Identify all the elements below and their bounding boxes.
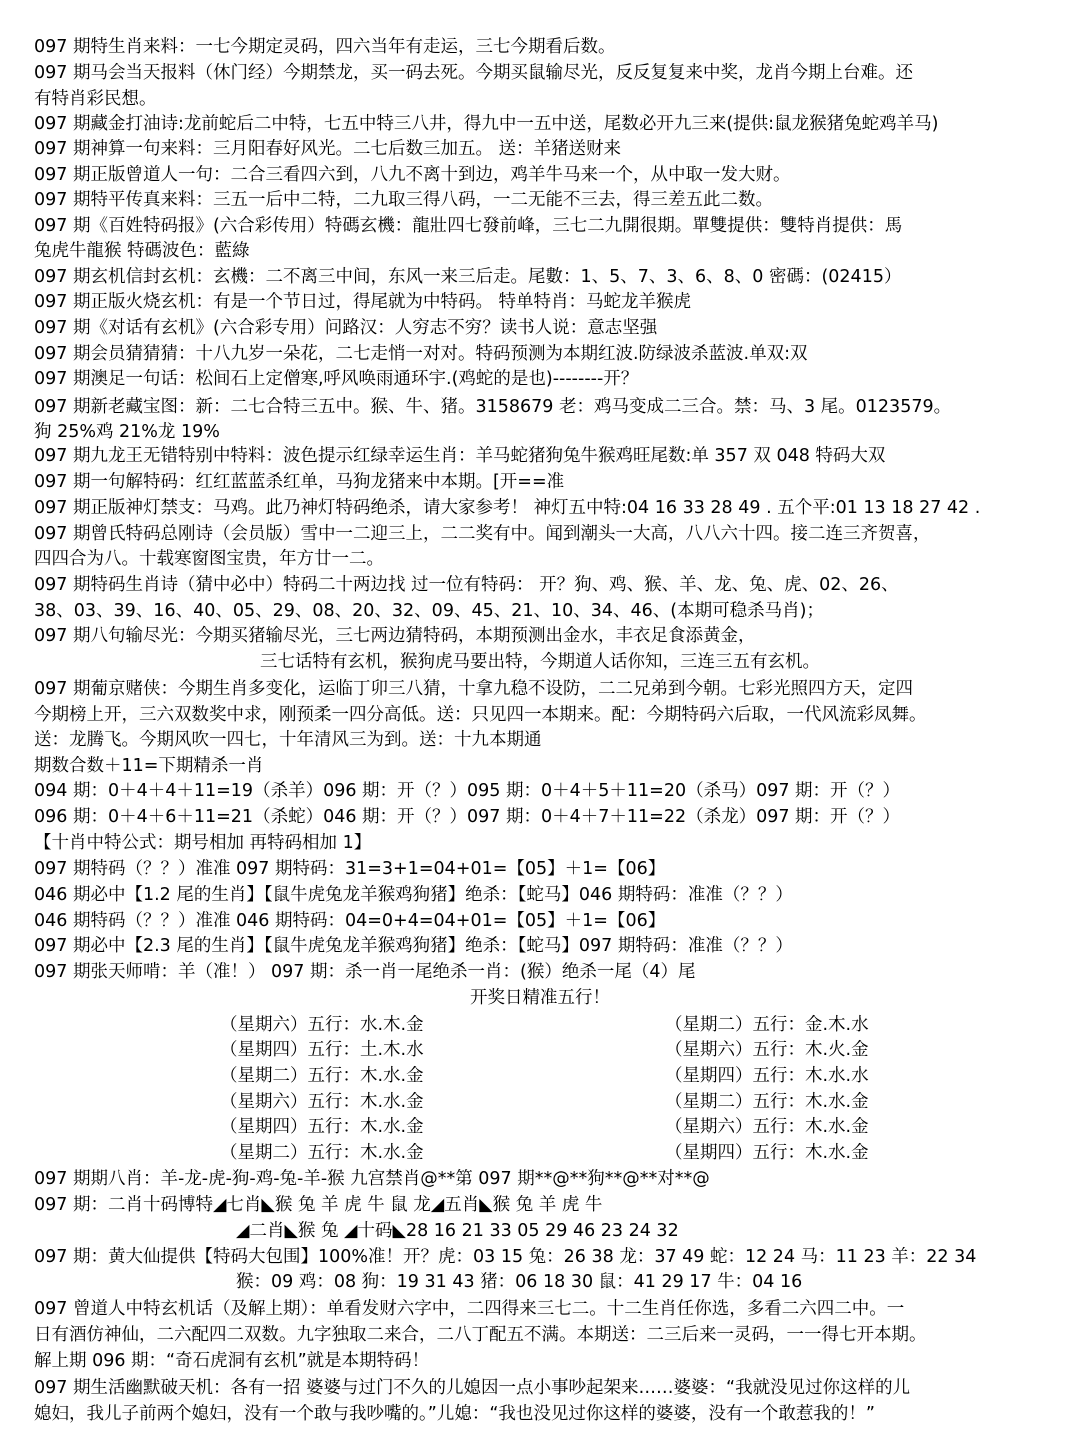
text-line: 097 期一句解特码：红红蓝蓝杀红单，马狗龙猪来中本期。[开==准 (34, 472, 565, 492)
text-line: 097 期《百姓特码报》(六合彩传用）特碼玄機：龍壯四七發前峰，三七二九開很期。單雙提供：雙特肖提供：馬 (34, 216, 903, 236)
text-line: 097 期特码生肖诗（猜中必中）特码二十两边找 过一位有特码： 开？狗、鸡、猴、羊、龙、兔、虎、02、26、 (34, 575, 899, 595)
text-line: 097 期藏金打油诗:龙前蛇后二中特，七五中特三八井，得九中一五中送，尾数必开九三来(提供:鼠龙猴猪兔蛇鸡羊马) (34, 114, 939, 134)
text-line: 097 期《对话有玄机》(六合彩专用）问路汉：人穷志不穷？读书人说：意志坚强 (34, 318, 658, 338)
text-line: 097 期正版神灯禁支：马鸡。此乃神灯特码绝杀，请大家参考！ 神灯五中特:04 16 33 28 49 . 五个平:01 13 18 27 42 . (34, 498, 981, 518)
text-line: 096 期：0＋4＋6＋11=21（杀蛇）046 期：开（？）097 期：0＋4＋7＋11=22（杀龙）097 期：开（？） (34, 807, 901, 827)
text-line: 097 期正版曾道人一句：二合三看四六到，八九不离十到边，鸡羊牛马来一个，从中取一发大财。 (34, 165, 791, 185)
text-line: 有特肖彩民想。 (34, 89, 157, 109)
text-line: 097 期葡京赌侠：今期生肖多变化，运临丁卯三八猜，十拿九稳不设防，二二兄弟到今朝。七彩光照四方天，定四 (34, 679, 913, 699)
text-line: 097 期必中【2.3 尾的生肖】【鼠牛虎兔龙羊猴鸡狗猪】绝杀：【蛇马】097 期特码：准准（？？） (34, 936, 793, 956)
text-line: 38、03、39、16、40、05、29、08、20、32、09、45、21、10、34、46、(本期可稳杀马肖)； (34, 601, 824, 621)
text-line: 097 期马会当天报料（休门经）今期禁龙，买一码去死。今期买鼠输尽光，反反复复来中奖，龙肖今期上台难。还 (34, 63, 913, 83)
text-line: 097 期神算一句来料：三月阳春好风光。二七后数三加五。 送：羊猪送财来 (34, 139, 622, 159)
text-line: 解上期 096 期：“奇石虎洞有玄机”就是本期特码！ (34, 1351, 430, 1371)
text-line: 097 期张天师啃：羊（准！） 097 期：杀一肖一尾绝杀一肖：(猴）绝杀一尾（4）尾 (34, 962, 696, 982)
text-line: 猴：09 鸡：08 狗：19 31 43 猪：06 18 30 鼠：41 29 17 牛：04 16 (236, 1272, 803, 1292)
text-line: 097 期生活幽默破天机：各有一招 婆婆与过门不久的儿媳因一点小事吵起架来……婆婆：“我就没见过你这样的儿 (34, 1378, 911, 1398)
text-line: 097 期会员猜猜猜：十八九岁一朵花，二七走悄一对对。特码预测为本期红波.防绿波杀蓝波.单双:双 (34, 344, 808, 364)
text-line: 046 期必中【1.2 尾的生肖】【鼠牛虎兔龙羊猴鸡狗猪】绝杀：【蛇马】046 期特码：准准（？？） (34, 885, 793, 905)
text-line: 094 期：0＋4＋4＋11=19（杀羊）096 期：开（？）095 期：0＋4＋5＋11=20（杀马）097 期：开（？） (34, 781, 901, 801)
text-line: 097 期特平传真来料：三五一后中二特，二九取三得八码，一二无能不三去，得三差五此二数。 (34, 190, 773, 210)
text-line: 狗 25%鸡 21%龙 19% (34, 422, 220, 442)
wuxing-left-row: （星期四）五行：土.木.水 (220, 1040, 424, 1060)
text-line: 媳妇，我儿子前两个媳妇，没有一个敢与我吵嘴的。”儿媳：“我也没见过你这样的婆婆，没有一个敢惹我的！” (34, 1404, 875, 1424)
text-line: 四四合为八。十载寒窗图宝贵，年方廿一二。 (34, 549, 384, 569)
wuxing-left-row: （星期二）五行：木.水.金 (220, 1143, 424, 1163)
text-line: 097 期曾氏特码总刚诗（会员版）雪中一二迎三上，二二奖有中。闻到潮头一大高，八八六十四。接二连三齐贺喜， (34, 524, 931, 544)
text-line: 097 期玄机信封玄机：玄機：二不离三中间，东风一来三后走。尾數：1、5、7、3、6、8、0 密碼：(02415） (34, 267, 902, 287)
text-line: 097 期：二肖十码博特◢七肖◣猴 兔 羊 虎 牛 鼠 龙◢五肖◣猴 兔 羊 虎 牛 (34, 1195, 603, 1215)
wuxing-right-row: （星期四）五行：木.水.水 (665, 1066, 869, 1086)
text-line: 097 期正版火烧玄机：有是一个节日过，得尾就为中特码。 特单特肖：马蛇龙羊猴虎 (34, 292, 692, 312)
wuxing-right-row: （星期六）五行：木.水.金 (665, 1117, 869, 1137)
wuxing-left-row: （星期四）五行：木.水.金 (220, 1117, 424, 1137)
wuxing-left-row: （星期六）五行：木.水.金 (220, 1092, 424, 1112)
text-line: 三七话特有玄机，猴狗虎马要出特，今期道人话你知，三连三五有玄机。 (260, 652, 820, 672)
text-line: 097 期九龙王无错特别中特料：波色提示红绿幸运生肖：羊马蛇猪狗兔牛猴鸡旺尾数:单 357 双 048 特码大双 (34, 446, 886, 466)
wuxing-right-row: （星期四）五行：木.水.金 (665, 1143, 869, 1163)
text-line: 【十肖中特公式：期号相加 再特码相加 1】 (34, 833, 372, 853)
text-line: 097 期澳足一句话：松间石上定僧寒,呼风唤雨通环宇.(鸡蛇的是也)--------开？ (34, 369, 639, 389)
text-line: ◢二肖◣猴 兔 ◢十码◣28 16 21 33 05 29 46 23 24 32 (236, 1221, 679, 1241)
wuxing-right-row: （星期六）五行：木.火.金 (665, 1040, 869, 1060)
text-line: 送：龙腾飞。今期风吹一四七，十年清风三为到。送：十九本期通 (34, 730, 542, 750)
text-line: 期数合数＋11=下期精杀一肖 (34, 756, 264, 776)
text-line: 097 曾道人中特玄机话（及解上期）：单看发财六字中，二四得来三七二。十二生肖任你选，多看二六四二中。一 (34, 1299, 905, 1319)
text-line: 日有酒仿神仙，二六配四二双数。九字独取二来合，二八丁配五不满。本期送：二三后来一灵码，一一得七开本期。 (34, 1325, 927, 1345)
section-heading: 开奖日精准五行！ (470, 988, 610, 1008)
text-line: 097 期期八肖：羊-龙-虎-狗-鸡-兔-羊-猴 九宫禁肖@**第 097 期**@**狗**@**对**@ (34, 1169, 710, 1189)
text-line: 097 期八句输尽光：今期买猪输尽光，三七两边猜特码，本期预测出金水，丰衣足食添黄金， (34, 626, 756, 646)
text-line: 097 期：黄大仙提供【特码大包围】100%准！开？虎：03 15 兔：26 38 龙：37 49 蛇：12 24 马：11 23 羊：22 34 (34, 1247, 977, 1267)
text-line: 097 期特生肖来料：一七今期定灵码，四六当年有走运，三七今期看后数。 (34, 37, 616, 57)
wuxing-right-row: （星期二）五行：金.木.水 (665, 1015, 869, 1035)
wuxing-left-row: （星期六）五行：水.木.金 (220, 1015, 424, 1035)
text-line: 今期榜上开，三六双数奖中求，刚预柔一四分高低。送：只见四一本期来。配：今期特码六后取，一代风流彩凤舞。 (34, 705, 927, 725)
wuxing-left-row: （星期二）五行：木.水.金 (220, 1066, 424, 1086)
text-line: 兔虎牛龍猴 特碼波色：藍綠 (34, 241, 250, 261)
text-line: 097 期特码（？？）准准 097 期特码：31=3+1=04+01=【05】＋1=【06】 (34, 859, 666, 879)
wuxing-right-row: （星期二）五行：木.水.金 (665, 1092, 869, 1112)
text-line: 097 期新老藏宝图：新：二七合特三五中。猴、牛、猪。3158679 老：鸡马变成二三合。禁：马、3 尾。0123579。 (34, 397, 952, 417)
text-line: 046 期特码（？？）准准 046 期特码：04=0+4=04+01=【05】＋1=【06】 (34, 911, 666, 931)
